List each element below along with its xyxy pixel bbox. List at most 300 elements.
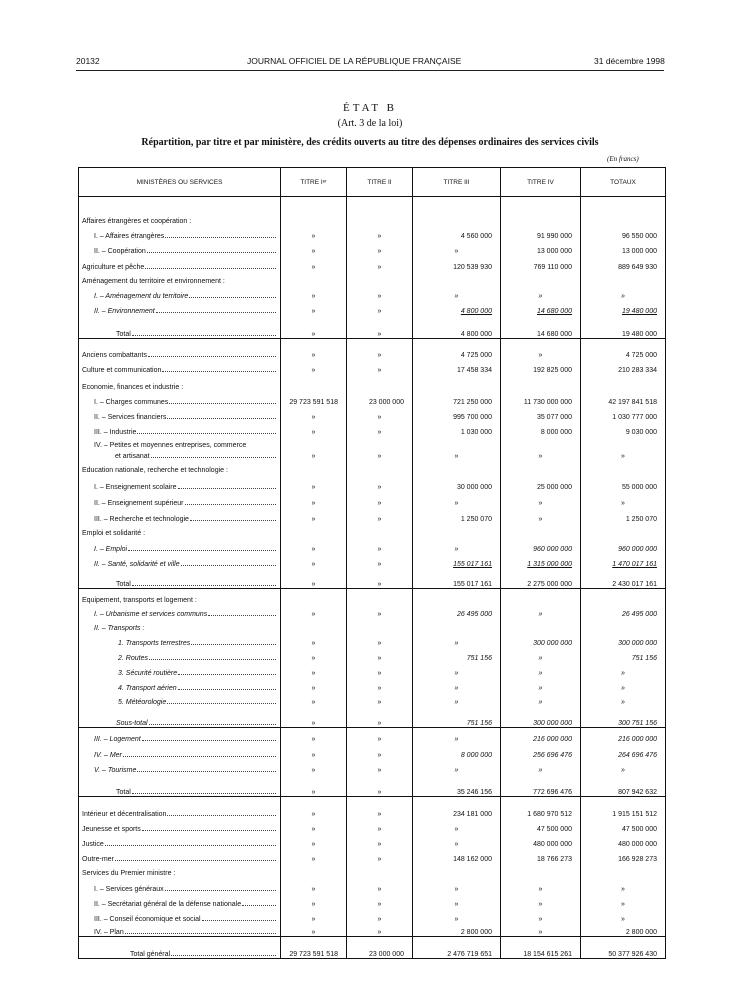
table-row bbox=[79, 391, 666, 406]
cell-titre-3 bbox=[413, 863, 501, 877]
cell-totaux: » bbox=[581, 449, 666, 460]
row-label: Education nationale, recherche et technologie : bbox=[82, 466, 228, 474]
table-row bbox=[79, 833, 666, 848]
cell-titre-2: » bbox=[347, 225, 413, 240]
cell-titre-2: 23 000 000 bbox=[347, 937, 413, 959]
cell-titre-3: » bbox=[413, 759, 501, 774]
row-label-cell bbox=[79, 863, 281, 877]
cell-titre-4: » bbox=[501, 877, 581, 893]
cell-totaux: 889 649 930 bbox=[581, 255, 666, 271]
cell-titre-3 bbox=[413, 618, 501, 632]
cell-titre-4: 1 315 000 000 bbox=[501, 553, 581, 568]
cell-titre-2: » bbox=[347, 406, 413, 421]
row-label-cell bbox=[79, 553, 281, 568]
cell-titre-2: » bbox=[347, 568, 413, 589]
row-label: II. – Santé, solidarité et ville bbox=[94, 560, 180, 568]
cell-totaux: 42 197 841 518 bbox=[581, 391, 666, 406]
cell-totaux: 166 928 273 bbox=[581, 848, 666, 863]
cell-titre-1: » bbox=[281, 406, 347, 421]
cell-titre-1: » bbox=[281, 706, 347, 728]
leader-dots bbox=[156, 312, 276, 313]
row-label-cell bbox=[79, 285, 281, 300]
cell-titre-1: » bbox=[281, 604, 347, 618]
cell-titre-3: » bbox=[413, 833, 501, 848]
cell-titre-4: » bbox=[501, 491, 581, 507]
cell-titre-2 bbox=[347, 618, 413, 632]
cell-titre-1: » bbox=[281, 315, 347, 339]
col-header-titre-2: TITRE II bbox=[347, 168, 413, 197]
credits-table bbox=[78, 167, 666, 959]
row-label-cell bbox=[79, 632, 281, 647]
cell-titre-4 bbox=[501, 436, 581, 449]
cell-titre-3: 8 000 000 bbox=[413, 743, 501, 759]
cell-titre-3: » bbox=[413, 632, 501, 647]
cell-titre-4: 18 154 615 261 bbox=[501, 937, 581, 959]
cell-totaux: 2 800 000 bbox=[581, 923, 666, 937]
row-label-cell bbox=[79, 315, 281, 339]
cell-titre-3 bbox=[413, 589, 501, 604]
cell-titre-3 bbox=[413, 436, 501, 449]
row-label: IV. – Plan bbox=[94, 929, 124, 936]
row-label: Total bbox=[116, 581, 131, 588]
row-label: II. – Enseignement supérieur bbox=[94, 499, 184, 507]
cell-totaux bbox=[581, 211, 666, 225]
cell-titre-1: » bbox=[281, 759, 347, 774]
cell-titre-2 bbox=[347, 211, 413, 225]
cell-titre-4: 91 990 000 bbox=[501, 225, 581, 240]
table-row bbox=[79, 604, 666, 618]
row-label-cell bbox=[79, 449, 281, 460]
row-label-cell bbox=[79, 374, 281, 391]
cell-totaux: 13 000 000 bbox=[581, 240, 666, 255]
issue-date: 31 décembre 1998 bbox=[594, 56, 665, 66]
row-label: V. – Tourisme bbox=[94, 766, 137, 774]
row-label: Total bbox=[116, 789, 131, 796]
cell-titre-4: 47 500 000 bbox=[501, 818, 581, 833]
table-row bbox=[79, 877, 666, 893]
cell-titre-4: 13 000 000 bbox=[501, 240, 581, 255]
cell-titre-1: » bbox=[281, 507, 347, 523]
cell-titre-1: » bbox=[281, 449, 347, 460]
cell-titre-1 bbox=[281, 460, 347, 474]
cell-totaux bbox=[581, 589, 666, 604]
leader-dots bbox=[147, 252, 276, 253]
cell-titre-2 bbox=[347, 197, 413, 211]
cell-titre-4: » bbox=[501, 759, 581, 774]
cell-titre-3 bbox=[413, 460, 501, 474]
row-label: 4. Transport aérien bbox=[118, 684, 177, 692]
cell-titre-4: » bbox=[501, 692, 581, 706]
cell-titre-2: » bbox=[347, 774, 413, 797]
leader-dots bbox=[181, 565, 276, 566]
leader-dots bbox=[169, 403, 276, 404]
cell-titre-2 bbox=[347, 523, 413, 537]
total-row bbox=[79, 923, 666, 937]
cell-titre-3: 148 162 000 bbox=[413, 848, 501, 863]
cell-titre-3: 4 800 000 bbox=[413, 315, 501, 339]
cell-titre-1: » bbox=[281, 300, 347, 315]
cell-titre-3: » bbox=[413, 692, 501, 706]
leader-dots bbox=[115, 860, 276, 861]
table-row bbox=[79, 285, 666, 300]
cell-totaux: 26 495 000 bbox=[581, 604, 666, 618]
cell-titre-3: » bbox=[413, 240, 501, 255]
cell-titre-2: » bbox=[347, 507, 413, 523]
cell-titre-2: » bbox=[347, 692, 413, 706]
etat-heading: ÉTAT B bbox=[343, 102, 397, 114]
cell-totaux: 19 480 000 bbox=[581, 315, 666, 339]
row-label-cell bbox=[79, 359, 281, 374]
cell-titre-1 bbox=[281, 436, 347, 449]
table-row bbox=[79, 647, 666, 662]
cell-titre-3: » bbox=[413, 908, 501, 923]
cell-titre-2: » bbox=[347, 662, 413, 677]
cell-totaux: » bbox=[581, 491, 666, 507]
cell-titre-4: 480 000 000 bbox=[501, 833, 581, 848]
cell-titre-4: 35 077 000 bbox=[501, 406, 581, 421]
table-row bbox=[79, 589, 666, 604]
row-label-cell bbox=[79, 833, 281, 848]
cell-titre-1: » bbox=[281, 647, 347, 662]
cell-titre-4: » bbox=[501, 908, 581, 923]
table-row bbox=[79, 374, 666, 391]
cell-titre-4: 769 110 000 bbox=[501, 255, 581, 271]
cell-totaux bbox=[581, 618, 666, 632]
cell-titre-4 bbox=[501, 211, 581, 225]
cell-titre-2: » bbox=[347, 706, 413, 728]
col-header-titre-3: TITRE III bbox=[413, 168, 501, 197]
cell-titre-1 bbox=[281, 589, 347, 604]
table-row bbox=[79, 863, 666, 877]
table-row bbox=[79, 728, 666, 743]
cell-titre-2: » bbox=[347, 797, 413, 818]
cell-titre-4: 11 730 000 000 bbox=[501, 391, 581, 406]
cell-totaux bbox=[581, 374, 666, 391]
cell-titre-1: » bbox=[281, 818, 347, 833]
leader-dots bbox=[128, 550, 276, 551]
cell-titre-4: 300 000 000 bbox=[501, 632, 581, 647]
cell-titre-3: » bbox=[413, 893, 501, 908]
row-label: III. – Recherche et technologie bbox=[94, 515, 189, 523]
table-row bbox=[79, 818, 666, 833]
cell-titre-4: » bbox=[501, 604, 581, 618]
leader-dots bbox=[125, 933, 276, 934]
leader-dots bbox=[142, 740, 276, 741]
table-row bbox=[79, 537, 666, 553]
cell-totaux: 960 000 000 bbox=[581, 537, 666, 553]
leader-dots bbox=[148, 356, 276, 357]
row-label: I. – Services généraux bbox=[94, 885, 164, 893]
row-label-cell bbox=[79, 662, 281, 677]
row-label-cell bbox=[79, 460, 281, 474]
total-row bbox=[79, 937, 666, 959]
col-header-totaux: TOTAUX bbox=[581, 168, 666, 197]
cell-titre-4 bbox=[501, 523, 581, 537]
leader-dots bbox=[165, 890, 276, 891]
cell-titre-2: » bbox=[347, 474, 413, 491]
row-label-cell bbox=[79, 271, 281, 285]
cell-totaux: 300 751 156 bbox=[581, 706, 666, 728]
cell-totaux: 19 480 000 bbox=[581, 300, 666, 315]
cell-totaux: 2 430 017 161 bbox=[581, 568, 666, 589]
row-label-cell bbox=[79, 677, 281, 692]
table-row bbox=[79, 255, 666, 271]
cell-titre-4 bbox=[501, 460, 581, 474]
table-row bbox=[79, 406, 666, 421]
cell-titre-3: 234 181 000 bbox=[413, 797, 501, 818]
leader-dots bbox=[165, 237, 276, 238]
cell-titre-3 bbox=[413, 211, 501, 225]
row-label: I. – Affaires étrangères bbox=[94, 232, 165, 240]
table-row bbox=[79, 449, 666, 460]
cell-titre-3: » bbox=[413, 491, 501, 507]
table-row bbox=[79, 271, 666, 285]
total-row bbox=[79, 706, 666, 728]
cell-titre-4: » bbox=[501, 923, 581, 937]
cell-titre-3: » bbox=[413, 677, 501, 692]
cell-titre-1: » bbox=[281, 568, 347, 589]
cell-totaux: » bbox=[581, 759, 666, 774]
row-label-cell bbox=[79, 537, 281, 553]
cell-totaux: 1 915 151 512 bbox=[581, 797, 666, 818]
table-row bbox=[79, 507, 666, 523]
table-row bbox=[79, 662, 666, 677]
cell-titre-1: 29 723 591 518 bbox=[281, 391, 347, 406]
table-row bbox=[79, 632, 666, 647]
cell-titre-1: » bbox=[281, 797, 347, 818]
cell-titre-3 bbox=[413, 523, 501, 537]
cell-totaux bbox=[581, 271, 666, 285]
row-label-cell bbox=[79, 211, 281, 225]
table-row bbox=[79, 359, 666, 374]
cell-totaux: 1 470 017 161 bbox=[581, 553, 666, 568]
total-row bbox=[79, 774, 666, 797]
leader-dots bbox=[208, 615, 276, 616]
total-row bbox=[79, 568, 666, 589]
cell-titre-1: » bbox=[281, 692, 347, 706]
row-label: II. – Services financiers bbox=[94, 413, 167, 421]
cell-titre-3 bbox=[413, 197, 501, 211]
row-label: I. – Aménagement du territoire bbox=[94, 292, 189, 300]
table-row bbox=[79, 225, 666, 240]
cell-titre-4: 1 680 970 512 bbox=[501, 797, 581, 818]
cell-titre-1 bbox=[281, 197, 347, 211]
document-title: Répartition, par titre et par ministère, des crédits ouverts au titre des dépenses ordinaires des services civils bbox=[141, 137, 599, 148]
cell-titre-2: » bbox=[347, 728, 413, 743]
row-label-cell bbox=[79, 255, 281, 271]
cell-totaux: 9 030 000 bbox=[581, 421, 666, 436]
cell-titre-3: » bbox=[413, 285, 501, 300]
row-label: Total bbox=[116, 331, 131, 338]
table-row bbox=[79, 908, 666, 923]
cell-totaux: » bbox=[581, 662, 666, 677]
leader-dots bbox=[162, 371, 276, 372]
leader-dots bbox=[137, 771, 276, 772]
cell-titre-2: » bbox=[347, 491, 413, 507]
cell-totaux: 216 000 000 bbox=[581, 728, 666, 743]
cell-totaux: 4 725 000 bbox=[581, 339, 666, 359]
cell-titre-1: » bbox=[281, 662, 347, 677]
row-label-cell bbox=[79, 728, 281, 743]
table-row bbox=[79, 421, 666, 436]
cell-totaux: 264 696 476 bbox=[581, 743, 666, 759]
cell-titre-2: » bbox=[347, 877, 413, 893]
cell-titre-2: » bbox=[347, 677, 413, 692]
row-label: III. – Logement bbox=[94, 735, 141, 743]
cell-totaux: » bbox=[581, 692, 666, 706]
cell-titre-4 bbox=[501, 197, 581, 211]
cell-titre-1 bbox=[281, 523, 347, 537]
cell-titre-3: 120 539 930 bbox=[413, 255, 501, 271]
cell-titre-4: 14 680 000 bbox=[501, 315, 581, 339]
row-label-cell bbox=[79, 647, 281, 662]
cell-totaux: » bbox=[581, 908, 666, 923]
row-label-cell bbox=[79, 300, 281, 315]
cell-titre-4 bbox=[501, 589, 581, 604]
table-header-row bbox=[79, 168, 666, 197]
col-header-ministries: MINISTÈRES OU SERVICES bbox=[79, 168, 281, 197]
cell-titre-3: 751 156 bbox=[413, 706, 501, 728]
leader-dots bbox=[105, 845, 276, 846]
row-label: Culture et communication bbox=[82, 366, 162, 374]
leader-dots bbox=[123, 756, 276, 757]
cell-titre-2 bbox=[347, 271, 413, 285]
leader-dots bbox=[151, 457, 276, 458]
table-body bbox=[79, 197, 666, 959]
cell-titre-2: » bbox=[347, 848, 413, 863]
row-label: Sous-total bbox=[116, 720, 148, 727]
row-label: I. – Charges communes bbox=[94, 398, 169, 406]
table-row bbox=[79, 759, 666, 774]
cell-titre-2: » bbox=[347, 315, 413, 339]
row-label: et artisanat bbox=[115, 452, 150, 460]
cell-titre-1 bbox=[281, 211, 347, 225]
cell-titre-2: » bbox=[347, 604, 413, 618]
cell-totaux: 807 942 632 bbox=[581, 774, 666, 797]
row-label: Aménagement du territoire et environnement : bbox=[82, 277, 225, 285]
leader-dots bbox=[142, 830, 276, 831]
row-label-cell bbox=[79, 797, 281, 818]
cell-titre-2 bbox=[347, 460, 413, 474]
leader-dots bbox=[167, 418, 276, 419]
leader-dots bbox=[132, 585, 276, 586]
cell-titre-3: 2 476 719 651 bbox=[413, 937, 501, 959]
table-row bbox=[79, 491, 666, 507]
leader-dots bbox=[149, 724, 276, 725]
table-row bbox=[79, 743, 666, 759]
cell-titre-4: 772 696 476 bbox=[501, 774, 581, 797]
cell-totaux: » bbox=[581, 285, 666, 300]
cell-titre-3: 155 017 161 bbox=[413, 568, 501, 589]
cell-titre-2: » bbox=[347, 449, 413, 460]
cell-titre-3: » bbox=[413, 728, 501, 743]
cell-titre-2: » bbox=[347, 833, 413, 848]
row-label: II. – Secrétariat général de la défense nationale bbox=[94, 900, 242, 908]
row-label-cell bbox=[79, 225, 281, 240]
cell-titre-2: 23 000 000 bbox=[347, 391, 413, 406]
cell-titre-4: 192 825 000 bbox=[501, 359, 581, 374]
cell-totaux: 47 500 000 bbox=[581, 818, 666, 833]
row-label-cell bbox=[79, 692, 281, 706]
cell-titre-3: 4 560 000 bbox=[413, 225, 501, 240]
row-label: I. – Enseignement scolaire bbox=[94, 483, 177, 491]
cell-titre-1 bbox=[281, 271, 347, 285]
row-label: II. – Coopération bbox=[94, 247, 146, 255]
leader-dots bbox=[137, 433, 276, 434]
cell-totaux: 55 000 000 bbox=[581, 474, 666, 491]
cell-titre-1: » bbox=[281, 923, 347, 937]
cell-titre-3 bbox=[413, 374, 501, 391]
cell-totaux: » bbox=[581, 677, 666, 692]
leader-dots bbox=[178, 488, 277, 489]
row-label: 3. Sécurité routière bbox=[118, 669, 178, 677]
leader-dots bbox=[145, 268, 276, 269]
table-row bbox=[79, 797, 666, 818]
cell-titre-4: 18 766 273 bbox=[501, 848, 581, 863]
table-row bbox=[79, 436, 666, 449]
cell-titre-4: » bbox=[501, 507, 581, 523]
cell-totaux bbox=[581, 436, 666, 449]
cell-titre-4: » bbox=[501, 339, 581, 359]
cell-titre-1: » bbox=[281, 774, 347, 797]
table-row bbox=[79, 523, 666, 537]
row-label: Services du Premier ministre : bbox=[82, 869, 176, 877]
cell-titre-2: » bbox=[347, 421, 413, 436]
cell-titre-3: » bbox=[413, 449, 501, 460]
cell-titre-4: 25 000 000 bbox=[501, 474, 581, 491]
cell-titre-1: » bbox=[281, 908, 347, 923]
row-label: IV. – Petites et moyennes entreprises, commerce bbox=[94, 441, 247, 449]
cell-titre-1 bbox=[281, 863, 347, 877]
cell-titre-1: » bbox=[281, 491, 347, 507]
cell-titre-1: » bbox=[281, 240, 347, 255]
cell-titre-1: » bbox=[281, 225, 347, 240]
leader-dots bbox=[178, 674, 276, 675]
cell-titre-3: » bbox=[413, 877, 501, 893]
row-label: 5. Météorologie bbox=[118, 698, 167, 706]
cell-titre-3: 17 458 334 bbox=[413, 359, 501, 374]
cell-titre-2: » bbox=[347, 285, 413, 300]
cell-titre-1 bbox=[281, 374, 347, 391]
cell-titre-4: 216 000 000 bbox=[501, 728, 581, 743]
cell-totaux: 1 030 777 000 bbox=[581, 406, 666, 421]
cell-titre-2 bbox=[347, 436, 413, 449]
cell-titre-4: » bbox=[501, 662, 581, 677]
cell-titre-3: 721 250 000 bbox=[413, 391, 501, 406]
table-row bbox=[79, 677, 666, 692]
leader-dots bbox=[167, 703, 276, 704]
row-label: Total général bbox=[130, 951, 171, 958]
leader-dots bbox=[132, 793, 276, 794]
row-label: Affaires étrangères et coopération : bbox=[82, 217, 192, 225]
row-label: I. – Emploi bbox=[94, 545, 128, 553]
header-rule bbox=[76, 70, 664, 71]
cell-titre-4 bbox=[501, 271, 581, 285]
row-label-cell bbox=[79, 604, 281, 618]
leader-dots bbox=[185, 504, 277, 505]
table-row bbox=[79, 893, 666, 908]
page-number: 20132 bbox=[76, 56, 100, 66]
table-row bbox=[79, 460, 666, 474]
cell-titre-1: » bbox=[281, 728, 347, 743]
row-label: III. – Conseil économique et social bbox=[94, 915, 201, 923]
total-row bbox=[79, 315, 666, 339]
leader-dots bbox=[167, 815, 276, 816]
cell-titre-1: 29 723 591 518 bbox=[281, 937, 347, 959]
row-label-cell bbox=[79, 421, 281, 436]
row-label-cell bbox=[79, 589, 281, 604]
row-label: Agriculture et pêche bbox=[82, 263, 145, 271]
